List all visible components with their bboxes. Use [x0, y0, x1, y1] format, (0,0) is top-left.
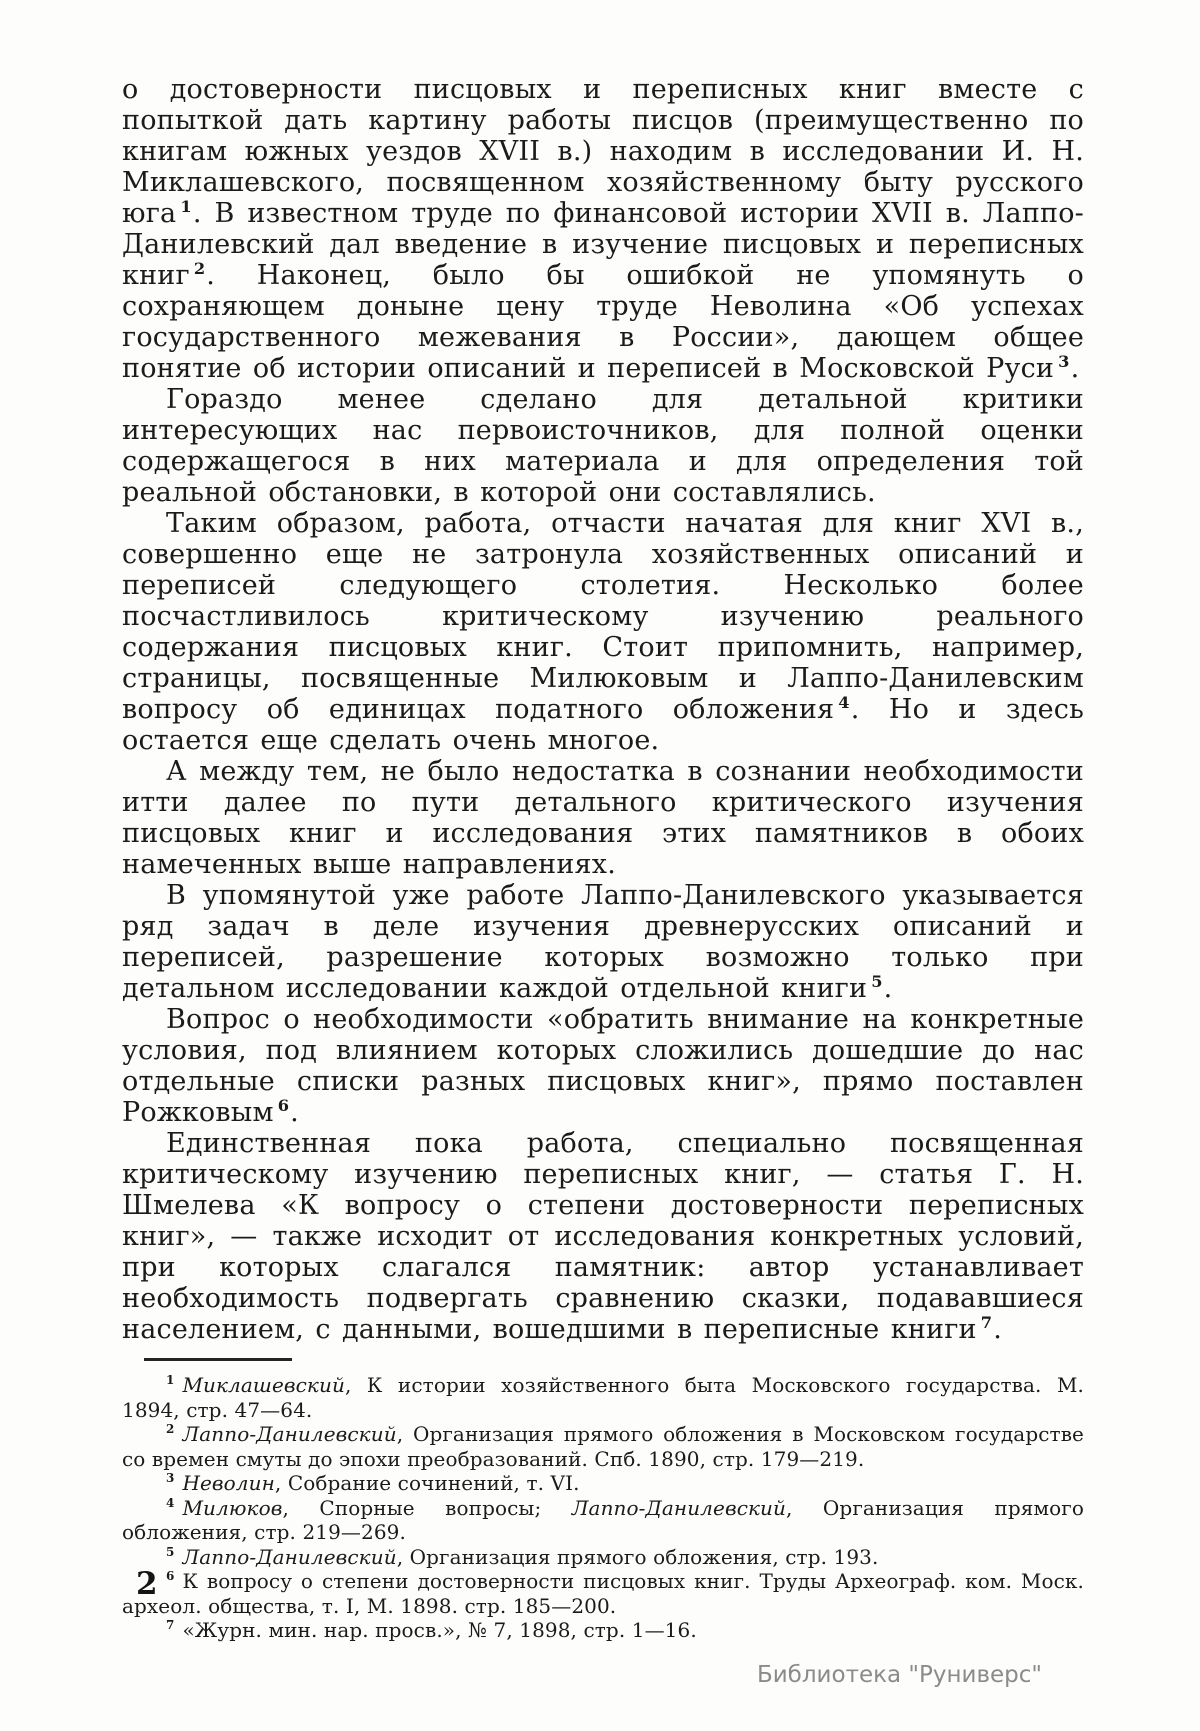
text-run: А между тем, не было недостатка в сознании необходимости итти далее по пути детального критического изучения писцовых книг и исследования этих памятников в обоих намеченных выше направлениях.	[122, 756, 1084, 880]
footnote-item	[122, 1496, 1084, 1545]
italic-text: Милюков	[182, 1495, 283, 1520]
footnote-item	[122, 1373, 1084, 1422]
text-run: .	[883, 973, 893, 1004]
footnote-ref: 5	[871, 972, 883, 991]
footnote-ref: 5	[166, 1544, 175, 1559]
text-run: К вопросу о степени достоверности писцовых книг. Труды Археограф. ком. Моск. археол. общества, т. I, М. 1898. стр. 185—200.	[122, 1569, 1084, 1618]
body-paragraph	[122, 756, 1084, 880]
footnote-ref: 6	[277, 1096, 290, 1115]
footnote-ref: 4	[166, 1495, 175, 1510]
footnote-ref: 2	[166, 1422, 175, 1437]
watermark-text: Библиотека "Руниверс"	[756, 1662, 1042, 1688]
footnotes	[122, 1373, 1084, 1643]
body-paragraph	[122, 1128, 1084, 1345]
body-paragraph	[122, 1004, 1084, 1128]
text-run: Гораздо менее сделано для детальной критики интересующих нас первоисточников, для полной оценки содержащегося в них материала и для определения той реальной обстановки, в которой они составлялись.	[122, 384, 1084, 508]
body-paragraph	[122, 880, 1084, 1004]
text-run: В упомянутой уже работе Лаппо-Данилевского указывается ряд задач в деле изучения древнерусских описаний и переписей, разрешение которых возможно только при детальном исследовании каждой отдельной книги	[122, 880, 1084, 1004]
footnote-item	[122, 1422, 1084, 1471]
text-run: , Спорные вопросы;	[282, 1495, 572, 1520]
italic-text: Миклашевский	[182, 1373, 345, 1397]
footnote-ref: 7	[166, 1618, 175, 1633]
text-run: , Организация прямого обложения, стр. 193.	[396, 1544, 879, 1569]
footnote-ref: 7	[980, 1313, 993, 1332]
body-paragraph	[122, 384, 1084, 508]
page-number: 2	[136, 1566, 158, 1602]
text-run: . Но и здесь остается еще сделать очень многое.	[122, 694, 1084, 756]
footnote-ref: 1	[180, 197, 192, 216]
footnote-ref: 2	[193, 259, 206, 278]
footnote-item	[122, 1545, 1084, 1570]
footnote-ref: 3	[166, 1471, 175, 1486]
text-run: «Журн. мин. нар. просв.», № 7, 1898, стр. 1—16.	[182, 1618, 697, 1642]
text-run: , Собрание сочинений, т. VI.	[274, 1471, 580, 1495]
text-run: о достоверности писцовых и переписных книг вместе с попыткой дать картину работы писцов (преимущественно по книгам южных уездов XVII в.) находим в исследовании И. Н. Миклашевского, посвященном хозяйственному быту русского юга	[122, 74, 1084, 229]
italic-text: Лаппо-Данилевский	[182, 1422, 397, 1446]
text-run: .	[993, 1314, 1003, 1345]
text-run: .	[290, 1097, 299, 1128]
italic-text: Неволин	[182, 1471, 275, 1495]
italic-text: Лаппо-Данилевский	[571, 1495, 786, 1520]
footnote-ref: 3	[1058, 352, 1070, 371]
body-paragraph	[122, 74, 1084, 384]
footnote-item	[122, 1569, 1084, 1618]
footnote-ref: 1	[166, 1373, 175, 1388]
text-run: Вопрос о необходимости «обратить внимание на конкретные условия, под влиянием которых сложились дошедшие до нас отдельные списки разных писцовых книг», прямо поставлен Рожковым	[122, 1004, 1084, 1128]
text-run: . Наконец, было бы ошибкой не упомянуть о сохраняющем доныне цену труде Неволина «Об успехах государственного межевания в России», дающем общее понятие об истории описаний и переписей в Московской Руси	[122, 260, 1084, 384]
footnote-item	[122, 1618, 1084, 1643]
text-run: , Организация прямого обложения в Московском государстве со времен смуты до эпохи преобразований. Спб. 1890, стр. 179—219.	[122, 1422, 1084, 1471]
text-block	[122, 74, 1084, 1643]
text-run: Таким образом, работа, отчасти начатая для книг XVI в., совершенно еще не затронула хозяйственных описаний и переписей следующего столетия. Несколько более посчастливилось критическому изучению реального содержания писцовых книг. Стоит припомнить, например, страницы, посвященные Милюковым и Лаппо-Данилевским вопросу об единицах податного обложения	[122, 508, 1084, 725]
text-run: , Организация прямого обложения, стр. 219—269.	[122, 1495, 1084, 1544]
body-text	[122, 74, 1084, 1345]
footnote-separator	[144, 1358, 292, 1361]
text-run: Единственная пока работа, специально посвященная критическому изучению переписных книг, — статья Г. Н. Шмелева «К вопросу о степени достоверности переписных книг», — также исходит от исследования конкретных условий, при которых слагался памятник: автор устанавливает необходимость подвергать сравнению сказки, подававшиеся населением, с данными, вошедшими в переписные книги	[122, 1128, 1084, 1345]
body-paragraph	[122, 508, 1084, 756]
text-run: , К истории хозяйственного быта Московского государства. М. 1894, стр. 47—64.	[122, 1373, 1084, 1422]
footnote-ref: 4	[838, 693, 850, 712]
footnote-item	[122, 1471, 1084, 1496]
text-run: .	[1070, 353, 1080, 384]
text-run: . В известном труде по финансовой истории XVII в. Лаппо-Данилевский дал введение в изучение писцовых и переписных книг	[122, 198, 1084, 291]
footnote-ref: 6	[166, 1569, 175, 1584]
italic-text: Лаппо-Данилевский	[182, 1544, 397, 1569]
